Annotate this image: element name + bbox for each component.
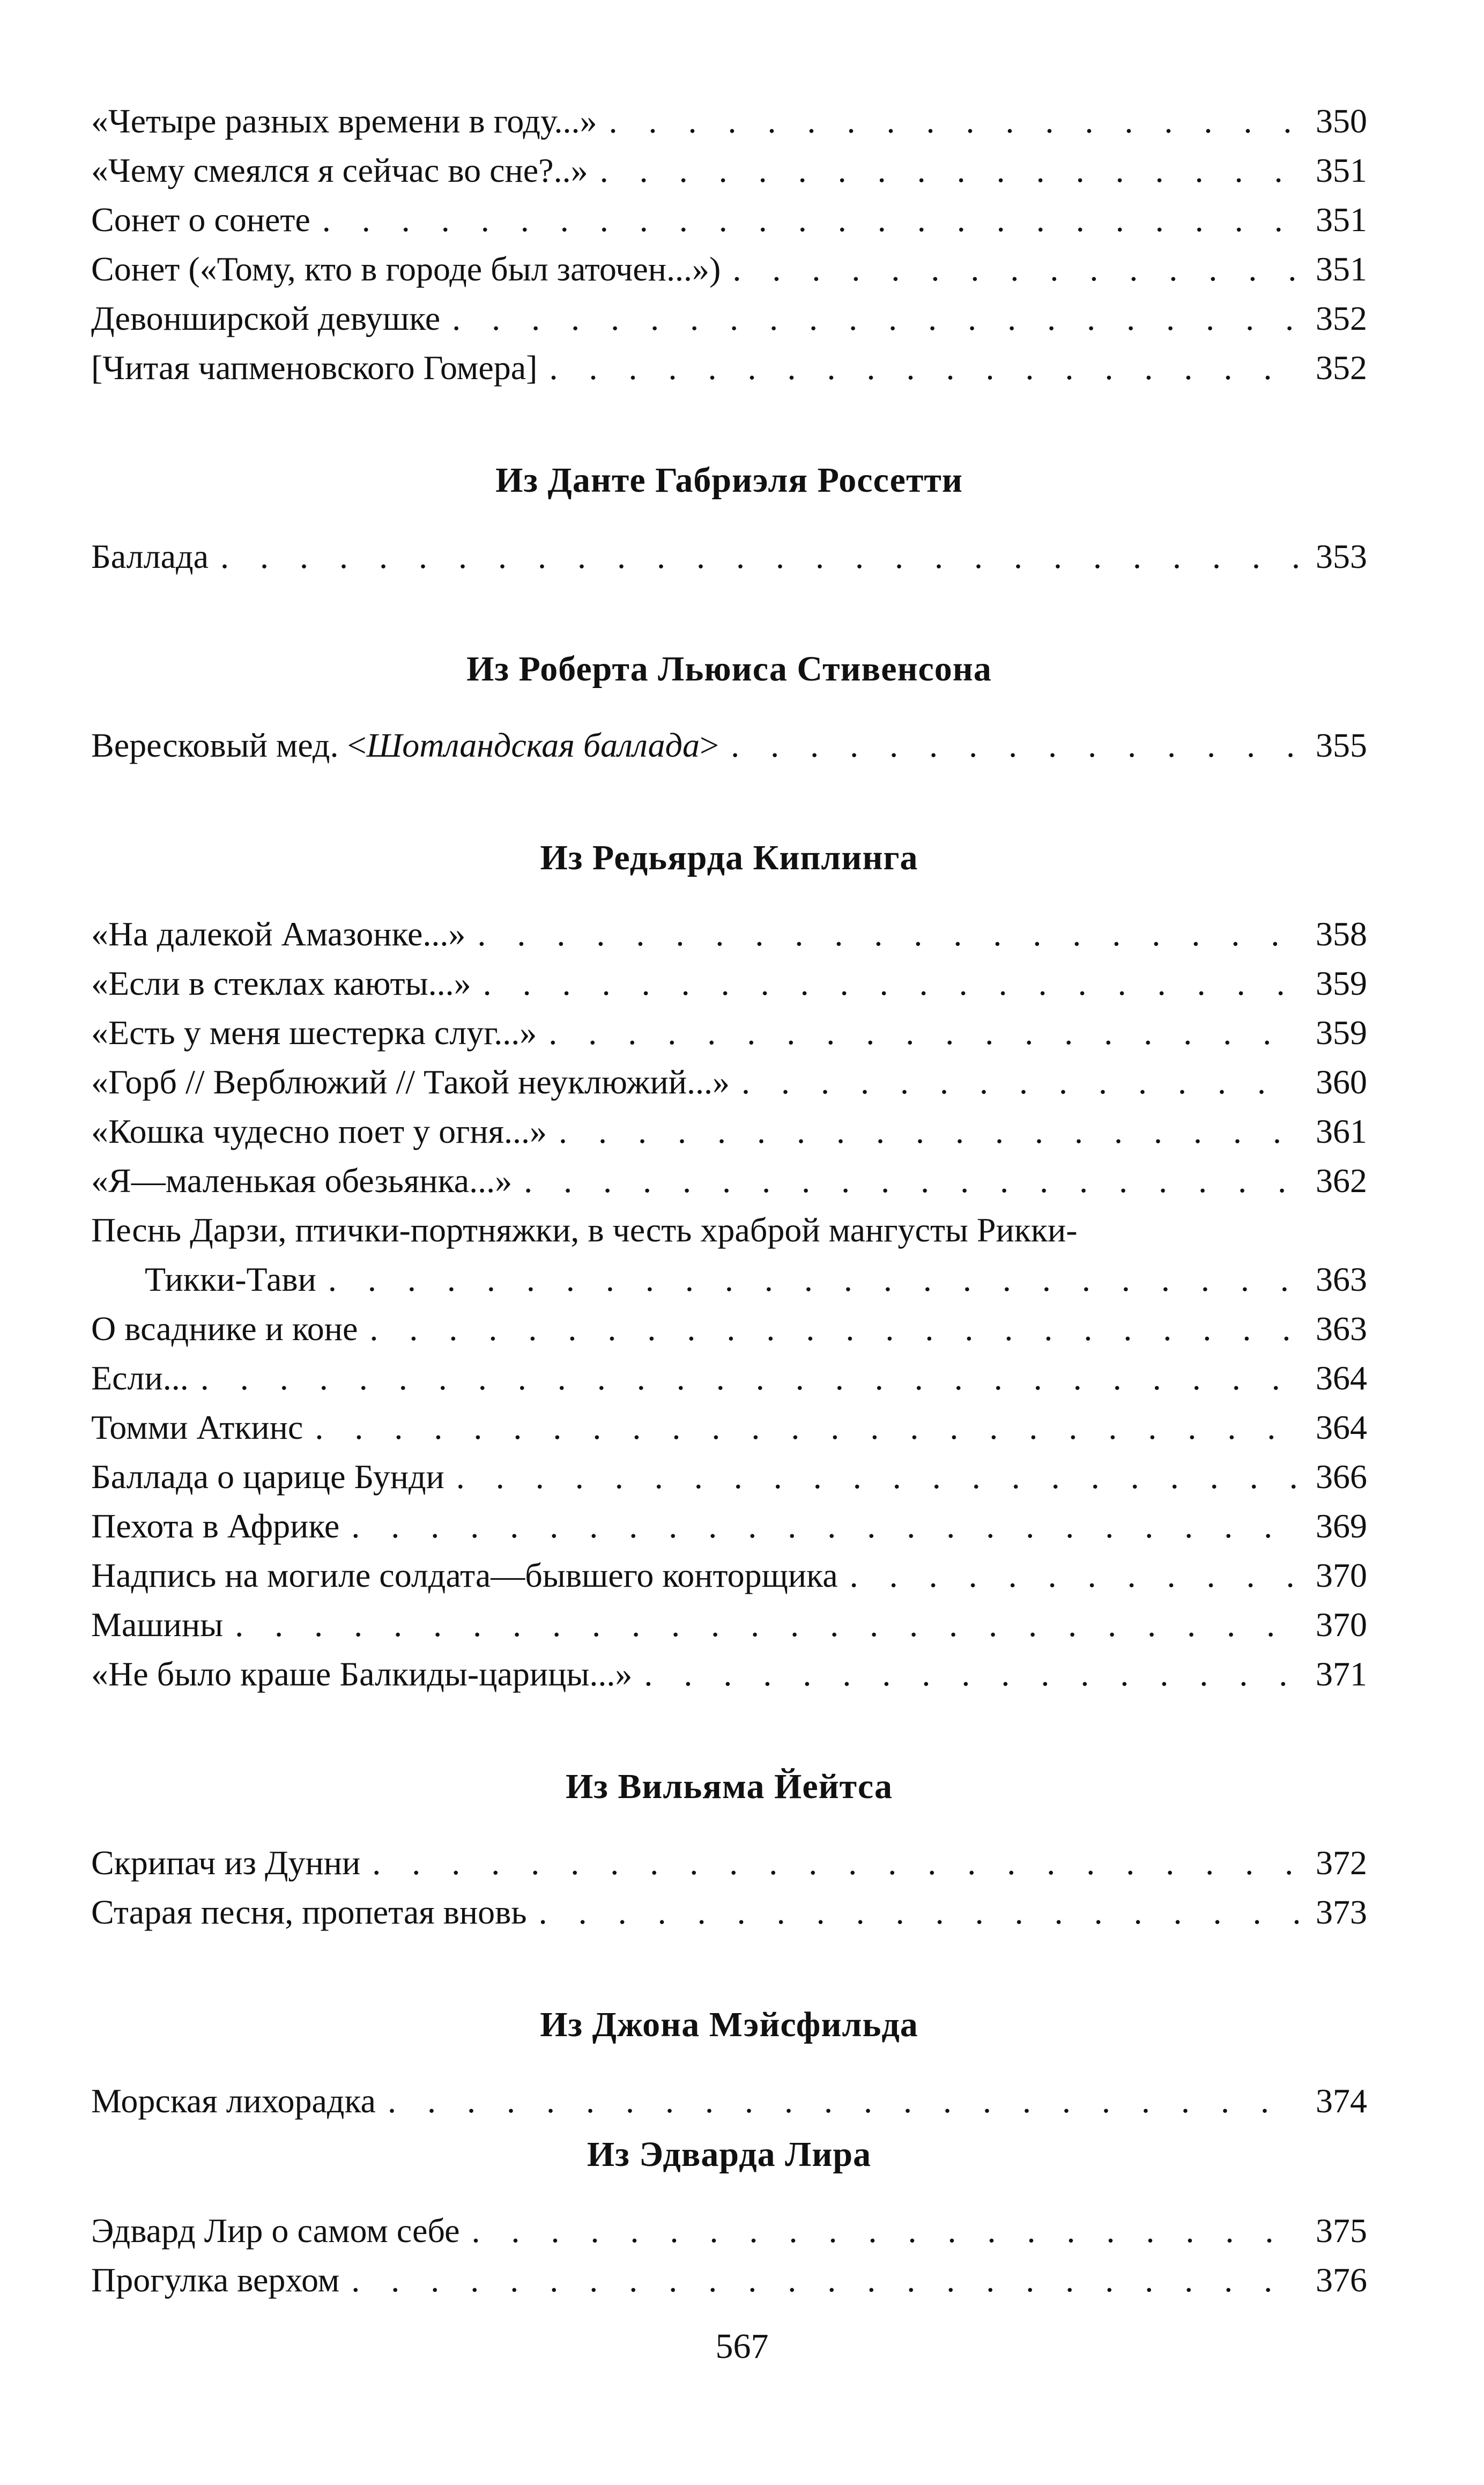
dot-leader [731, 721, 1299, 770]
entry-page-number: 362 [1316, 1162, 1367, 1200]
entry-page-number: 350 [1316, 102, 1367, 140]
dot-leader [549, 343, 1299, 393]
dot-leader [322, 195, 1299, 245]
entry-subtitle: Шотландская баллада [366, 726, 700, 764]
toc-group [91, 1762, 1367, 1937]
spacer [91, 1937, 1367, 2000]
toc-entry [91, 245, 1367, 294]
dot-leader [220, 532, 1299, 581]
entry-title: «Я—маленькая обезьянка...» [91, 1162, 513, 1200]
toc-entry [91, 2076, 1367, 2126]
entry-page-number: 363 [1316, 1310, 1367, 1348]
entry-title: Пехота в Африке [91, 1507, 340, 1545]
toc-entry [91, 146, 1367, 195]
entry-title: «Чему смеялся я сейчас во сне?..» [91, 151, 588, 189]
toc-entry [91, 2206, 1367, 2255]
dot-leader [850, 1551, 1299, 1600]
entry-page-number: 366 [1316, 1458, 1367, 1496]
entry-title: «Четыре разных времени в году...» [91, 102, 597, 140]
section-heading: Из Вильяма Йейтса [565, 1767, 893, 1806]
dot-leader [235, 1600, 1299, 1650]
entry-title: Морская лихорадка [91, 2082, 376, 2120]
toc-entry [91, 195, 1367, 245]
table-of-contents [91, 97, 1367, 2305]
entry-page-number: 370 [1316, 1556, 1367, 1594]
entry-page-number: 372 [1316, 1844, 1367, 1882]
entry-page-number: 353 [1316, 537, 1367, 575]
entry-page-number: 359 [1316, 964, 1367, 1002]
entry-title-line-1: Песнь Дарзи, птички-портняжки, в честь храброй мангусты Рикки- [91, 1211, 1078, 1249]
toc-entry [91, 1502, 1367, 1551]
entry-page-number: 359 [1316, 1014, 1367, 1052]
dot-leader [524, 1156, 1299, 1205]
toc-entry [91, 1838, 1367, 1888]
toc-group [91, 2130, 1367, 2305]
entry-page-number: 374 [1316, 2082, 1367, 2120]
entry-title: «На далекой Амазонке...» [91, 915, 466, 953]
toc-entry [91, 343, 1367, 393]
entry-page-number: 355 [1316, 726, 1367, 764]
toc-entry [91, 1650, 1367, 1699]
toc-entry [91, 1403, 1367, 1452]
entry-page-number: 371 [1316, 1655, 1367, 1693]
entry-title: Сонет о сонете [91, 201, 310, 239]
toc-entry [91, 2255, 1367, 2305]
toc-entry [91, 532, 1367, 581]
dot-leader [477, 909, 1299, 959]
entry-title: О всаднике и коне [91, 1310, 358, 1348]
toc-entry [91, 97, 1367, 146]
entry-title: Скрипач из Дунни [91, 1844, 361, 1882]
entry-page-number: 375 [1316, 2212, 1367, 2250]
entry-title: Сонет («Тому, кто в городе был заточен...») [91, 250, 721, 288]
entry-title: «Если в стеклах каюты...» [91, 964, 471, 1002]
spacer [91, 1699, 1367, 1762]
dot-leader [539, 1888, 1299, 1937]
toc-entry [91, 909, 1367, 959]
entry-page-number: 361 [1316, 1112, 1367, 1150]
toc-entry [91, 721, 1367, 770]
entry-page-number: 363 [1316, 1260, 1367, 1298]
dot-leader [369, 1304, 1299, 1354]
spacer [91, 2050, 1367, 2076]
entry-page-number: 360 [1316, 1063, 1367, 1101]
entry-title-line-2: Тикки-Тави [145, 1260, 316, 1298]
entry-title: Томми Аткинс [91, 1408, 303, 1446]
toc-entry [91, 294, 1367, 343]
spacer [91, 770, 1367, 833]
toc-entry-line-1 [91, 1205, 1367, 1255]
entry-page-number: 352 [1316, 349, 1367, 387]
dot-leader [741, 1057, 1299, 1107]
entry-title: «Есть у меня шестерка слуг...» [91, 1014, 537, 1052]
entry-title: Если... [91, 1359, 189, 1397]
dot-leader [351, 2255, 1299, 2305]
dot-leader [456, 1452, 1299, 1502]
entry-title: Баллада о царице Бунди [91, 1458, 444, 1496]
spacer [91, 393, 1367, 456]
section-heading: Из Роберта Льюиса Стивенсона [466, 649, 992, 689]
entry-title: Девонширской девушке [91, 299, 441, 337]
toc-entry [91, 1107, 1367, 1156]
spacer [91, 2126, 1367, 2130]
dot-leader [388, 2076, 1299, 2126]
toc-entry [91, 1600, 1367, 1650]
entry-page-number: 358 [1316, 915, 1367, 953]
entry-page-number: 376 [1316, 2261, 1367, 2299]
toc-entry [91, 1008, 1367, 1057]
spacer [91, 883, 1367, 909]
spacer [91, 1811, 1367, 1838]
spacer [91, 694, 1367, 721]
toc-group [91, 456, 1367, 581]
spacer [91, 581, 1367, 645]
entry-page-number: 364 [1316, 1408, 1367, 1446]
toc-group [91, 645, 1367, 770]
entry-title: Машины [91, 1606, 224, 1644]
dot-leader [315, 1403, 1299, 1452]
entry-page-number: 351 [1316, 201, 1367, 239]
toc-group [91, 2000, 1367, 2126]
dot-leader [559, 1107, 1299, 1156]
dot-leader [351, 1502, 1299, 1551]
toc-entry [91, 1551, 1367, 1600]
entry-title: Эдвард Лир о самом себе [91, 2212, 460, 2250]
dot-leader [328, 1255, 1299, 1304]
toc-entry [91, 1156, 1367, 1205]
dot-leader [548, 1008, 1299, 1057]
entry-page-number: 370 [1316, 1606, 1367, 1644]
entry-title: Старая песня, пропетая вновь [91, 1893, 527, 1931]
entry-page-number: 373 [1316, 1893, 1367, 1931]
toc-group [91, 97, 1367, 393]
toc-entry [91, 1452, 1367, 1502]
spacer [91, 2179, 1367, 2206]
entry-title: Вересковый мед. <Шотландская баллада> [91, 726, 719, 764]
toc-entry-line-2 [91, 1255, 1367, 1304]
entry-title: Баллада [91, 537, 209, 575]
dot-leader [483, 959, 1299, 1008]
entry-page-number: 351 [1316, 250, 1367, 288]
dot-leader [372, 1838, 1299, 1888]
section-heading: Из Джона Мэйсфильда [540, 2005, 918, 2044]
entry-page-number: 364 [1316, 1359, 1367, 1397]
toc-entry [91, 959, 1367, 1008]
entry-title: Прогулка верхом [91, 2261, 340, 2299]
toc-group [91, 833, 1367, 1699]
section-heading: Из Эдварда Лира [587, 2135, 872, 2174]
entry-page-number: 351 [1316, 151, 1367, 189]
section-heading: Из Редьярда Киплинга [540, 838, 918, 877]
dot-leader [600, 146, 1299, 195]
entry-title: «Не было краше Балкиды-царицы...» [91, 1655, 633, 1693]
toc-entry [91, 1304, 1367, 1354]
section-heading: Из Данте Габриэля Россетти [495, 461, 963, 500]
dot-leader [452, 294, 1299, 343]
entry-page-number: 369 [1316, 1507, 1367, 1545]
toc-entry [91, 1888, 1367, 1937]
entry-title-main: Вересковый мед. [91, 726, 339, 764]
spacer [91, 505, 1367, 532]
dot-leader [644, 1650, 1299, 1699]
entry-title: Надпись на могиле солдата—бывшего конторщика [91, 1556, 838, 1594]
toc-entry [91, 1057, 1367, 1107]
dot-leader [732, 245, 1299, 294]
dot-leader [609, 97, 1299, 146]
dot-leader [201, 1354, 1299, 1403]
entry-title: [Читая чапменовского Гомера] [91, 349, 538, 387]
entry-page-number: 352 [1316, 299, 1367, 337]
toc-entry [91, 1354, 1367, 1403]
entry-title: «Горб // Верблюжий // Такой неуклюжий...» [91, 1063, 730, 1101]
page-number: 567 [715, 2327, 769, 2366]
dot-leader [471, 2206, 1299, 2255]
entry-title: «Кошка чудесно поет у огня...» [91, 1112, 547, 1150]
